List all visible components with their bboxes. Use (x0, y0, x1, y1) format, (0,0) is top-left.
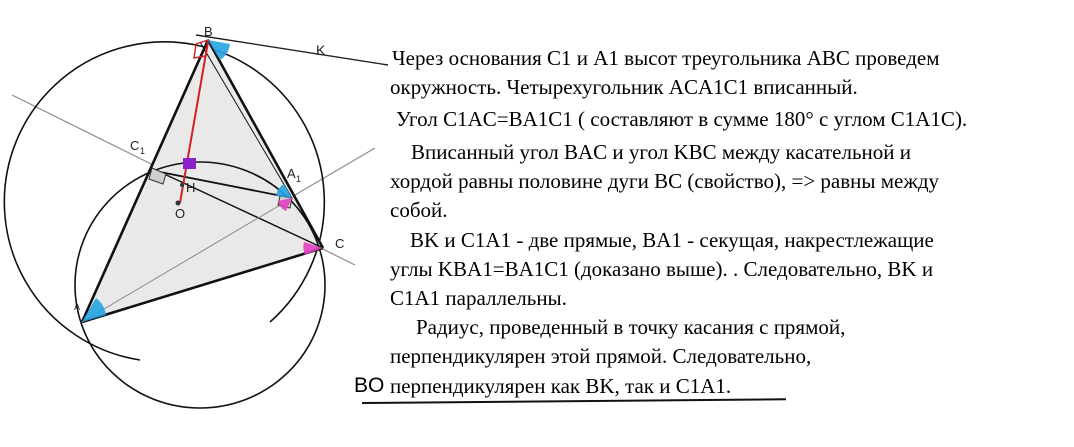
label-a1: A (287, 166, 296, 181)
geometry-diagram (0, 0, 390, 447)
bo-label: BO (354, 374, 385, 397)
label-b: B (204, 24, 213, 39)
text-line-7: BK и C1A1 - две прямые, BA1 - секущая, накрестлежащие (410, 228, 934, 252)
label-o: O (175, 206, 186, 221)
label-a1-sub: 1 (296, 174, 302, 184)
underline-rule (362, 398, 786, 404)
label-h: H (186, 180, 196, 195)
text-line-1: Через основания C1 и A1 высот треугольника ABC проведем (392, 46, 940, 70)
text-line-5: хордой равны половине дуги BC (свойство), => равны между (390, 169, 940, 193)
label-c1: C (130, 138, 140, 153)
text-line-2: окружность. Четырехугольник ACA1C1 вписанный. (390, 75, 858, 99)
text-line-11: перпендикулярен этой прямой. Следовательно, (390, 344, 812, 368)
label-a: A (74, 302, 81, 312)
point-h (180, 183, 184, 187)
right-angle-h (183, 158, 196, 169)
point-o (176, 201, 181, 206)
text-line-8: углы KBA1=BA1C1 (доказано выше). . Следовательно, BK и (390, 257, 934, 281)
text-line-6: собой. (390, 198, 448, 222)
text-line-4: Вписанный угол BAC и угол KBC между касательной и (411, 140, 912, 164)
label-c1-sub: 1 (140, 146, 146, 156)
label-k: K (316, 42, 326, 58)
text-line-3: Угол C1AC=BA1C1 ( составляют в сумме 180° с углом C1A1C). (396, 107, 968, 131)
text-line-9: C1A1 параллельны. (390, 286, 567, 310)
text-line-10: Радиус, проведенный в точку касания с прямой, (416, 315, 846, 339)
text-line-12: перпендикулярен как BK, так и C1A1. (390, 374, 732, 398)
label-c: C (335, 236, 345, 251)
